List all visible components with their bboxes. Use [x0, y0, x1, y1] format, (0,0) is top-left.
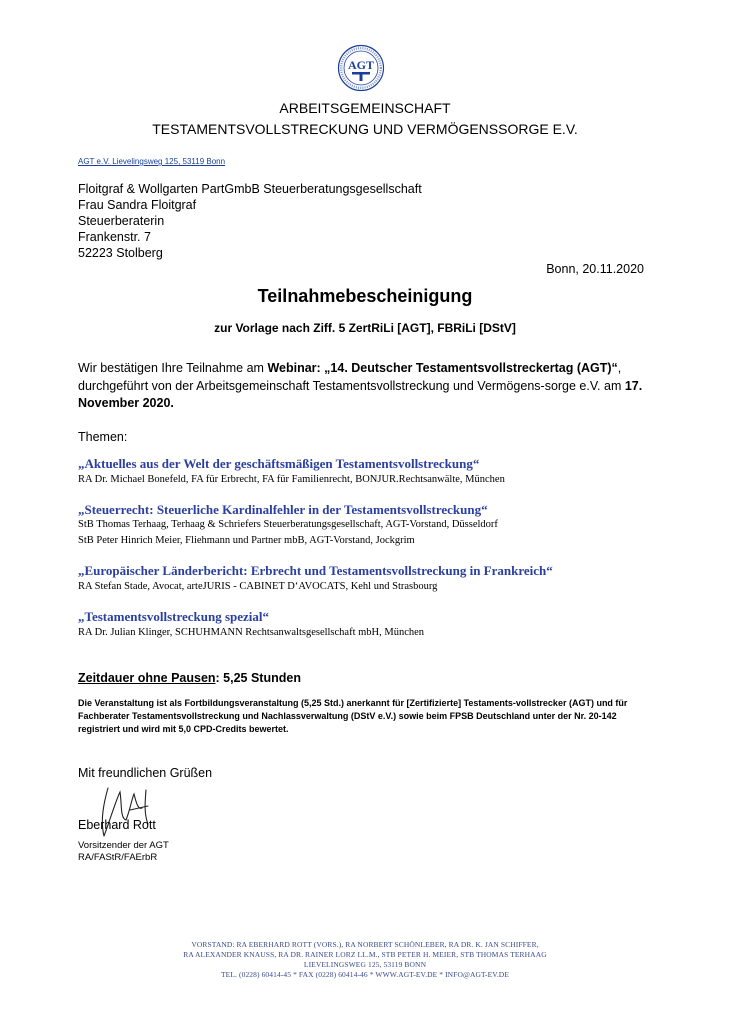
- topic-title: „Aktuelles aus der Welt der geschäftsmäßigen Testamentsvollstreckung“: [78, 456, 480, 471]
- topic-speaker: RA Dr. Michael Bonefeld, FA für Erbrecht, FA für Familienrecht, BONJUR.Rechtsanwälte, München: [78, 474, 505, 485]
- agt-logo-icon: [337, 44, 385, 92]
- certificate-subtitle: zur Vorlage nach Ziff. 5 ZertRiLi [AGT], FBRiLi [DStV]: [214, 321, 516, 335]
- closing-greeting: Mit freundlichen Grüßen: [78, 766, 213, 780]
- recipient-line: Floitgraf & Wollgarten PartGmbB Steuerberatungsgesellschaft: [78, 182, 422, 196]
- topic-title: „Testamentsvollstreckung spezial“: [78, 609, 270, 624]
- certificate-title: Teilnahmebescheinigung: [257, 286, 473, 306]
- letter-date: Bonn, 20.11.2020: [546, 262, 644, 276]
- recipient-name: Frau Sandra Floitgraf: [78, 198, 197, 212]
- footer-board-line2: RA ALEXANDER KNAUSS, RA DR. RAINER LORZ LL.M., STB PETER H. MEIER, STB THOMAS TERHAAG: [183, 950, 547, 959]
- topic-speaker: StB Peter Hinrich Meier, Fliehmann und Partner mbB, AGT-Vorstand, Jockgrim: [78, 535, 415, 546]
- topic-speaker: StB Thomas Terhaag, Terhaag & Schriefers Steuerberatungsgesellschaft, AGT-Vorstand, Düsseldorf: [78, 519, 498, 530]
- recipient-line: 52223 Stolberg: [78, 246, 163, 260]
- signatory-name: Eberhard Rott: [78, 818, 156, 832]
- topic-title: „Europäischer Länderbericht: Erbrecht und Testamentsvollstreckung in Frankreich“: [78, 563, 553, 578]
- organization-name-line1: ARBEITSGEMEINSCHAFT: [279, 100, 451, 116]
- accreditation-note: Die Veranstaltung ist als Fortbildungsveranstaltung (5,25 Std.) anerkannt für [Zertifizierte] Testaments-vollstrecker (AGT) und für Fachberater Testamentsvollstreckung und Nachlassverwaltung (DStV e.V.) sowie beim FPSB Deutschland unter der Nr. 20-142 registriert und wird mit 5,0 CPD-Credits bewertet.: [78, 698, 628, 734]
- topic-speaker: RA Stefan Stade, Avocat, arteJURIS - CABINET D‘AVOCATS, Kehl und Strasbourg: [78, 581, 438, 592]
- topic-speaker: RA Dr. Julian Klinger, SCHUHMANN Rechtsanwaltsgesellschaft mbH, München: [78, 627, 425, 638]
- confirmation-paragraph: Wir bestätigen Ihre Teilnahme am Webinar: „14. Deutscher Testamentsvollstreckertag (AGT)“, durchgeführt von der Arbeitsgemeinschaft Testamentsvollstreckung und Vermögens-sorge e.V. am 17. November 2020.: [78, 361, 643, 410]
- topics-label: Themen:: [78, 430, 128, 444]
- footer-address: LIEVELINGSWEG 125, 53119 BONN: [303, 960, 427, 969]
- svg-text:AGT: AGT: [347, 58, 375, 72]
- organization-name-line2: TESTAMENTSVOLLSTRECKUNG UND VERMÖGENSSORGE E.V.: [152, 121, 578, 137]
- recipient-line: Steuerberaterin: [78, 214, 165, 228]
- sender-address-line: AGT e.V. Lievelingsweg 125, 53119 Bonn: [78, 157, 226, 166]
- recipient-line: Frankenstr. 7: [78, 230, 151, 244]
- footer-board-line1: VORSTAND: RA EBERHARD ROTT (VORS.), RA NORBERT SCHÖNLEBER, RA DR. K. JAN SCHIFFER,: [191, 940, 539, 949]
- topic-title: „Steuerrecht: Steuerliche Kardinalfehler in der Testamentsvollstreckung“: [78, 502, 488, 517]
- duration-line: Zeitdauer ohne Pausen: 5,25 Stunden: [78, 671, 301, 685]
- signatory-role: Vorsitzender der AGT RA/FAStR/FAErbR: [78, 840, 169, 863]
- footer-contact: TEL. (0228) 60414-45 * FAX (0228) 60414-46 * WWW.AGT-EV.DE * INFO@AGT-EV.DE: [221, 970, 509, 979]
